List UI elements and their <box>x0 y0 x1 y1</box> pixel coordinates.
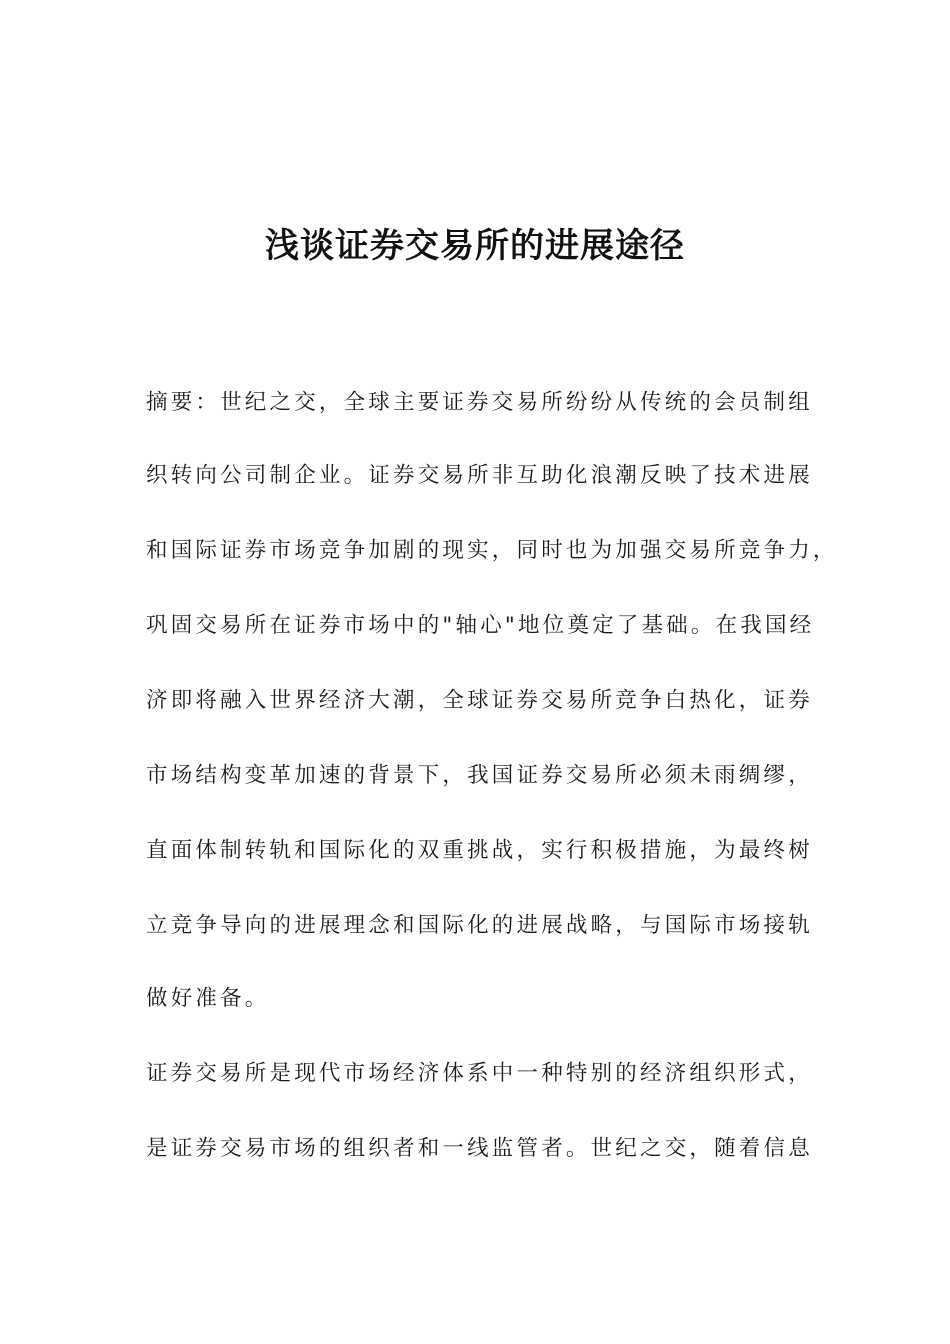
document-title: 浅谈证券交易所的进展途径 <box>265 226 685 266</box>
body-line: 证券交易所是现代市场经济体系中一种特别的经济组织形式， <box>146 1061 813 1086</box>
abstract-line: 直面体制转轨和国际化的双重挑战，实行积极措施，为最终树 <box>146 838 813 863</box>
abstract-line: 市场结构变革加速的背景下，我国证券交易所必须未雨绸缪， <box>146 763 813 788</box>
abstract-line: 巩固交易所在证券市场中的"轴心"地位奠定了基础。在我国经 <box>146 613 815 638</box>
abstract-line: 立竞争导向的进展理念和国际化的进展战略，与国际市场接轨 <box>146 913 813 938</box>
abstract-line: 济即将融入世界经济大潮，全球证券交易所竞争白热化，证券 <box>146 688 813 713</box>
abstract-line: 织转向公司制企业。证券交易所非互助化浪潮反映了技术进展 <box>146 463 813 488</box>
body-line: 是证券交易市场的组织者和一线监管者。世纪之交，随着信息 <box>146 1136 813 1161</box>
abstract-line: 做好准备。 <box>146 986 270 1011</box>
abstract-line: 摘要：世纪之交，全球主要证券交易所纷纷从传统的会员制组 <box>146 390 813 415</box>
abstract-line: 和国际证券市场竞争加剧的现实，同时也为加强交易所竞争力， <box>146 538 838 563</box>
